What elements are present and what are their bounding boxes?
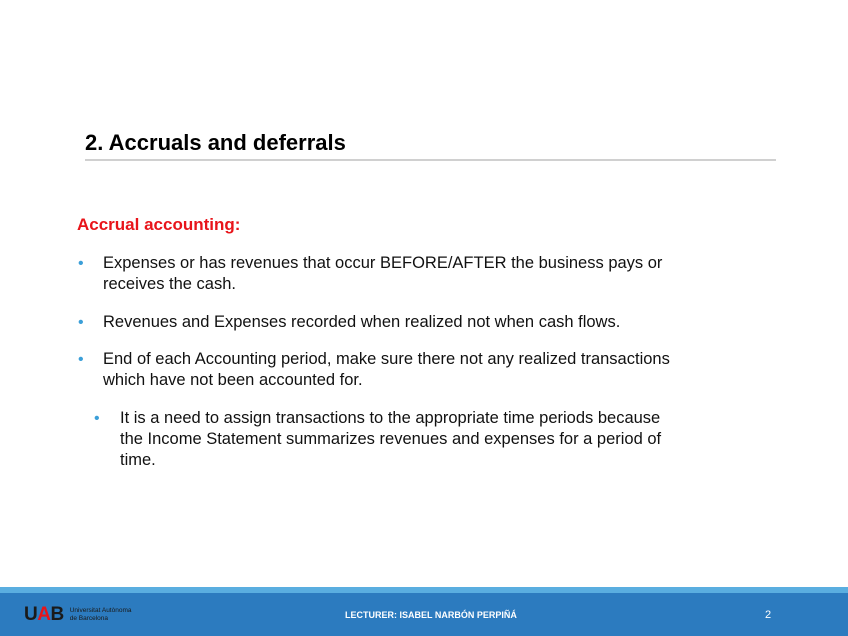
footer-bar (0, 587, 848, 636)
title-divider (85, 159, 776, 161)
bullet-item (78, 253, 743, 295)
bullet-line: End of each Accounting period, make sure there not any realized transactions (103, 350, 670, 368)
uab-logo (24, 605, 132, 625)
bullet-line: receives the cash. (103, 275, 236, 293)
bullet-line: Revenues and Expenses recorded when realized not when cash flows. (103, 313, 621, 331)
lecturer-name: LECTURER: ISABEL NARBÓN PERPIÑÁ (345, 610, 517, 620)
bullet-dot-icon: • (94, 410, 100, 427)
page-number: 2 (765, 609, 772, 621)
sub-bullet-item (94, 408, 720, 471)
footer-stripe (0, 587, 848, 593)
uab-logo-text: Universitat Autònoma de Barcelona (69, 607, 132, 622)
bullet-line: the Income Statement summarizes revenues and expenses for a period of (120, 430, 662, 448)
bullet-line: It is a need to assign transactions to the appropriate time periods because (120, 409, 661, 427)
bullet-line: Expenses or has revenues that occur BEFORE/AFTER the business pays or (103, 254, 663, 272)
bullet-line: time. (120, 451, 156, 469)
bullet-item (78, 349, 743, 391)
bullet-dot-icon: • (78, 351, 84, 368)
bullet-dot-icon: • (78, 255, 84, 272)
section-heading: Accrual accounting: (77, 215, 241, 234)
bullet-item (78, 312, 743, 333)
slide-title: 2. Accruals and deferrals (85, 130, 346, 155)
bullet-dot-icon: • (78, 314, 84, 331)
uab-logo-mark: UAB (24, 604, 64, 625)
bullet-line: which have not been accounted for. (103, 371, 363, 389)
